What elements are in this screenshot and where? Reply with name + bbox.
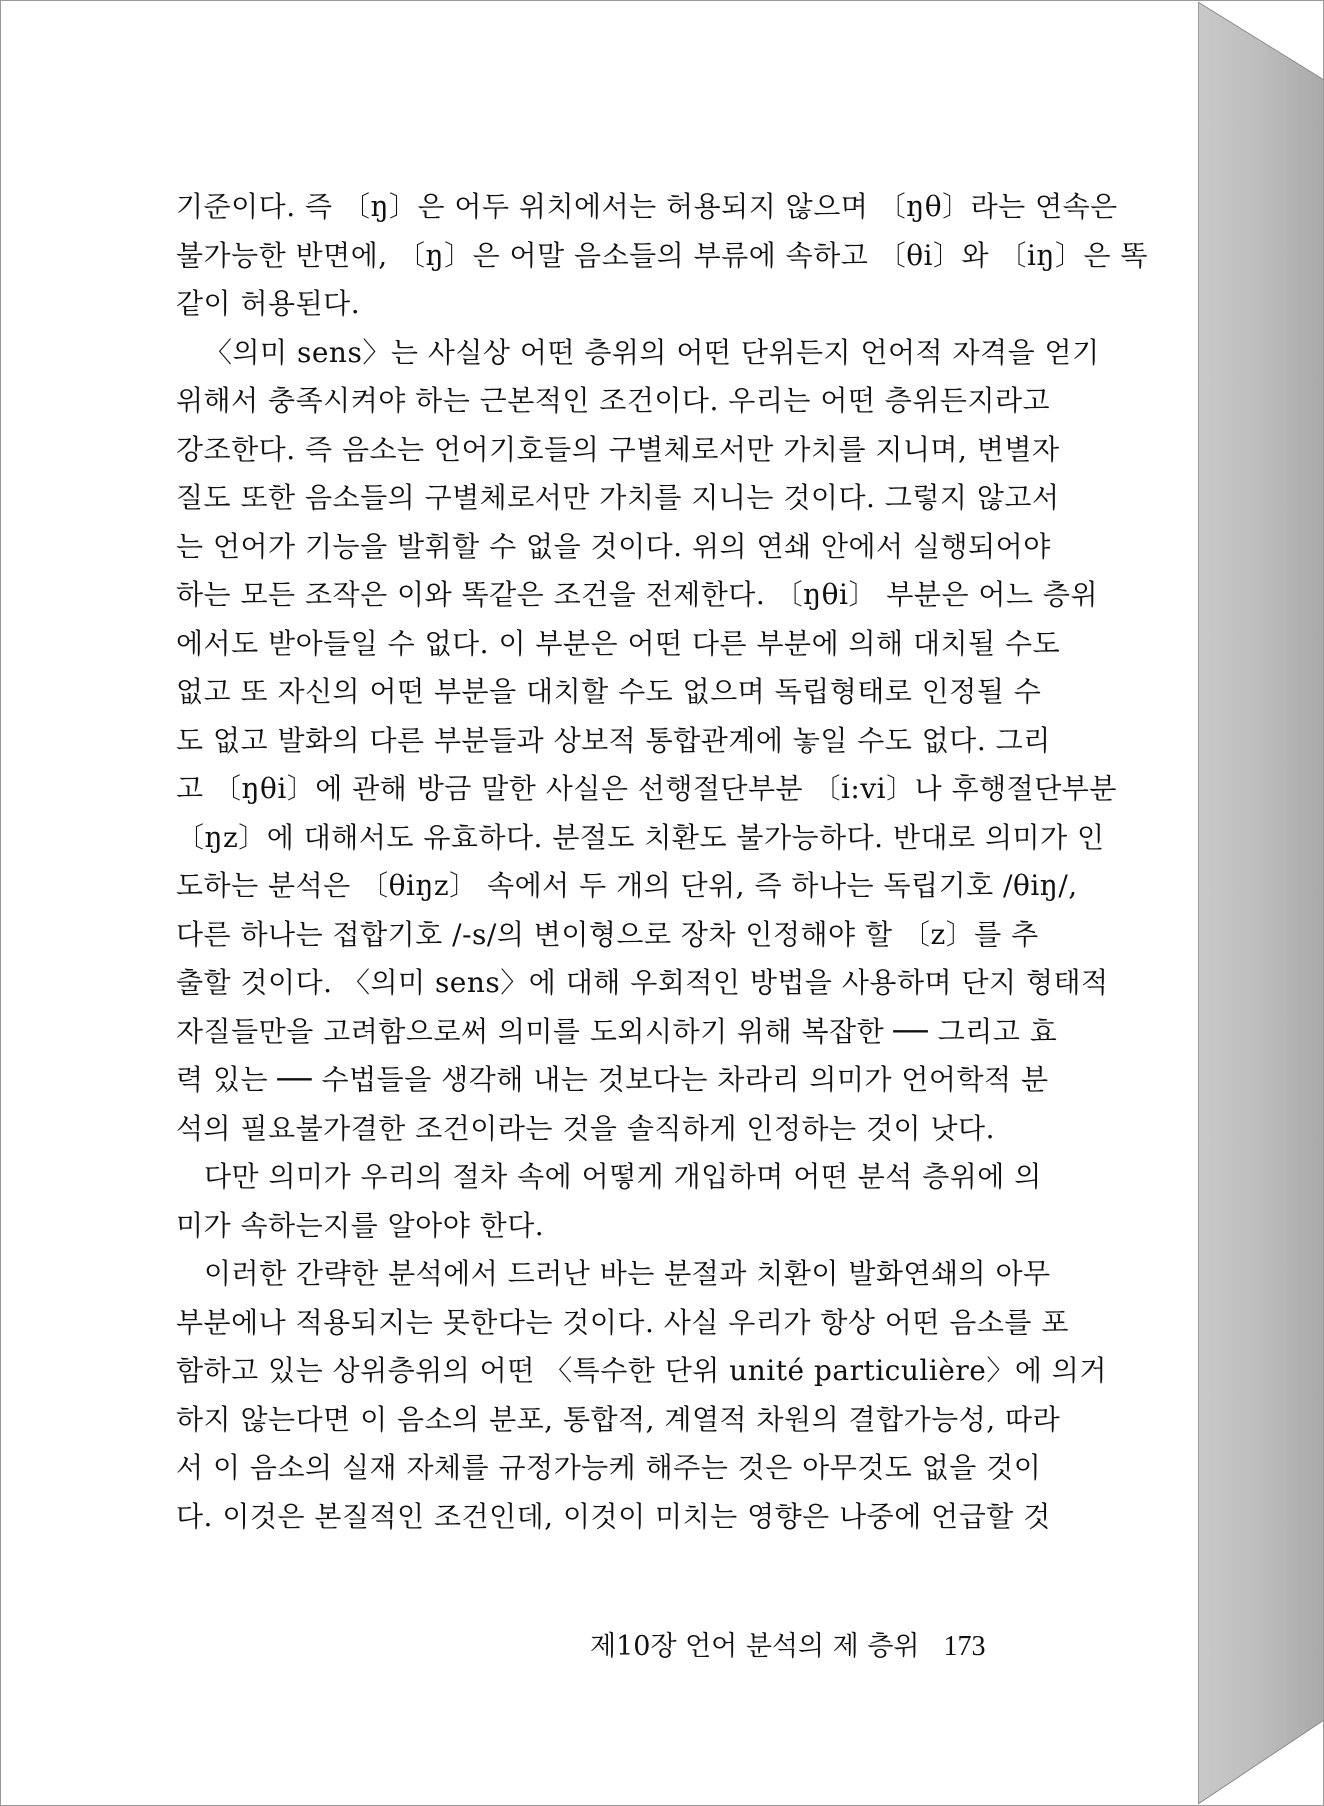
- text-line: 자질들만을 고려함으로써 의미를 도외시하기 위해 복잡한 ── 그리고 효: [176, 1014, 1058, 1048]
- text-line: 고 〔ŋθi〕에 관해 방금 말한 사실은 선행절단부분 〔i:vi〕나 후행절단부분: [176, 772, 1117, 805]
- page-footer: [590, 1624, 1010, 1663]
- page-edge-shape: [1198, 0, 1324, 1806]
- text-line: 같이 허용된다.: [176, 287, 361, 320]
- paragraph-1: [176, 183, 1148, 329]
- text-line: 는 언어가 기능을 발휘할 수 없을 것이다. 위의 연쇄 안에서 실행되어야: [176, 529, 1051, 563]
- text-line: 석의 필요불가결한 조건이라는 것을 솔직하게 인정하는 것이 낫다.: [176, 1111, 996, 1145]
- paragraph-4: [176, 1250, 1107, 1541]
- text-line: 미가 속하는지를 알아야 한다.: [176, 1208, 545, 1242]
- text-line: 없고 또 자신의 어떤 부분을 대치할 수도 없으며 독립형태로 인정될 수: [176, 675, 1042, 708]
- text-line: 서 이 음소의 실재 자체를 규정가능케 해주는 것은 아무것도 없을 것이: [176, 1451, 1042, 1484]
- text-line: 하지 않는다면 이 음소의 분포, 통합적, 계열적 차원의 결합가능성, 따라: [176, 1402, 1061, 1436]
- chapter-title: 제10장 언어 분석의 제 층위: [590, 1631, 920, 1662]
- text-line: 다른 하나는 접합기호 /-s/의 변이형으로 장차 인정해야 할 〔z〕를 추: [176, 917, 1039, 951]
- body-text: [176, 183, 1148, 1541]
- text-line: 도 없고 발화의 다른 부분들과 상보적 통합관계에 놓일 수도 없다. 그리: [176, 723, 1051, 757]
- text-line: 출할 것이다. 〈의미 sens〉에 대해 우회적인 방법을 사용하며 단지 형태적: [176, 966, 1109, 999]
- text-line: 하는 모든 조작은 이와 똑같은 조건을 전제한다. 〔ŋθi〕 부분은 어느 층위: [176, 578, 1099, 611]
- text-line: 기준이다. 즉 〔ŋ〕은 어두 위치에서는 허용되지 않으며 〔ŋθ〕라는 연속은: [176, 190, 1118, 223]
- text-line: 다. 이것은 본질적인 조건인데, 이것이 미치는 영향은 나중에 언급할 것: [176, 1499, 1051, 1533]
- text-line: 에서도 받아들일 수 없다. 이 부분은 어떤 다른 부분에 의해 대치될 수도: [176, 626, 1061, 660]
- text-line: 함하고 있는 상위층위의 어떤 〈특수한 단위 unité particulière〉에 의거: [176, 1354, 1107, 1387]
- text-line: 도하는 분석은 〔θiŋz〕 속에서 두 개의 단위, 즉 하나는 독립기호 /θiŋ/,: [176, 869, 1078, 902]
- text-line: 력 있는 ── 수법들을 생각해 내는 것보다는 차라리 의미가 언어학적 분: [176, 1063, 1049, 1096]
- text-line: 다만 의미가 우리의 절차 속에 어떻게 개입하며 어떤 분석 층위에 의: [204, 1160, 1042, 1193]
- text-line: 이러한 간략한 분석에서 드러난 바는 분절과 치환이 발화연쇄의 아무: [204, 1257, 1051, 1290]
- text-line: 위해서 충족시켜야 하는 근본적인 조건이다. 우리는 어떤 층위든지라고: [176, 384, 1051, 417]
- page-number: 173: [943, 1631, 986, 1662]
- paragraph-2: [176, 329, 1117, 1154]
- text-line: 〈의미 sens〉는 사실상 어떤 층위의 어떤 단위든지 언어적 자격을 얻기: [204, 335, 1100, 369]
- paragraph-3: [176, 1153, 1042, 1250]
- text-line: 부분에나 적용되지는 못한다는 것이다. 사실 우리가 항상 어떤 음소를 포: [176, 1305, 1069, 1339]
- text-line: 불가능한 반면에, 〔ŋ〕은 어말 음소들의 부류에 속하고 〔θi〕와 〔iŋ〕은 똑: [176, 238, 1148, 272]
- text-line: 질도 또한 음소들의 구별체로서만 가치를 지니는 것이다. 그렇지 않고서: [176, 481, 1060, 514]
- text-line: 〔ŋz〕에 대해서도 유효하다. 분절도 치환도 불가능하다. 반대로 의미가 인: [176, 820, 1105, 854]
- book-page-edge: [1198, 0, 1324, 1806]
- text-line: 강조한다. 즉 음소는 언어기호들의 구별체로서만 가치를 지니며, 변별자: [176, 432, 1060, 466]
